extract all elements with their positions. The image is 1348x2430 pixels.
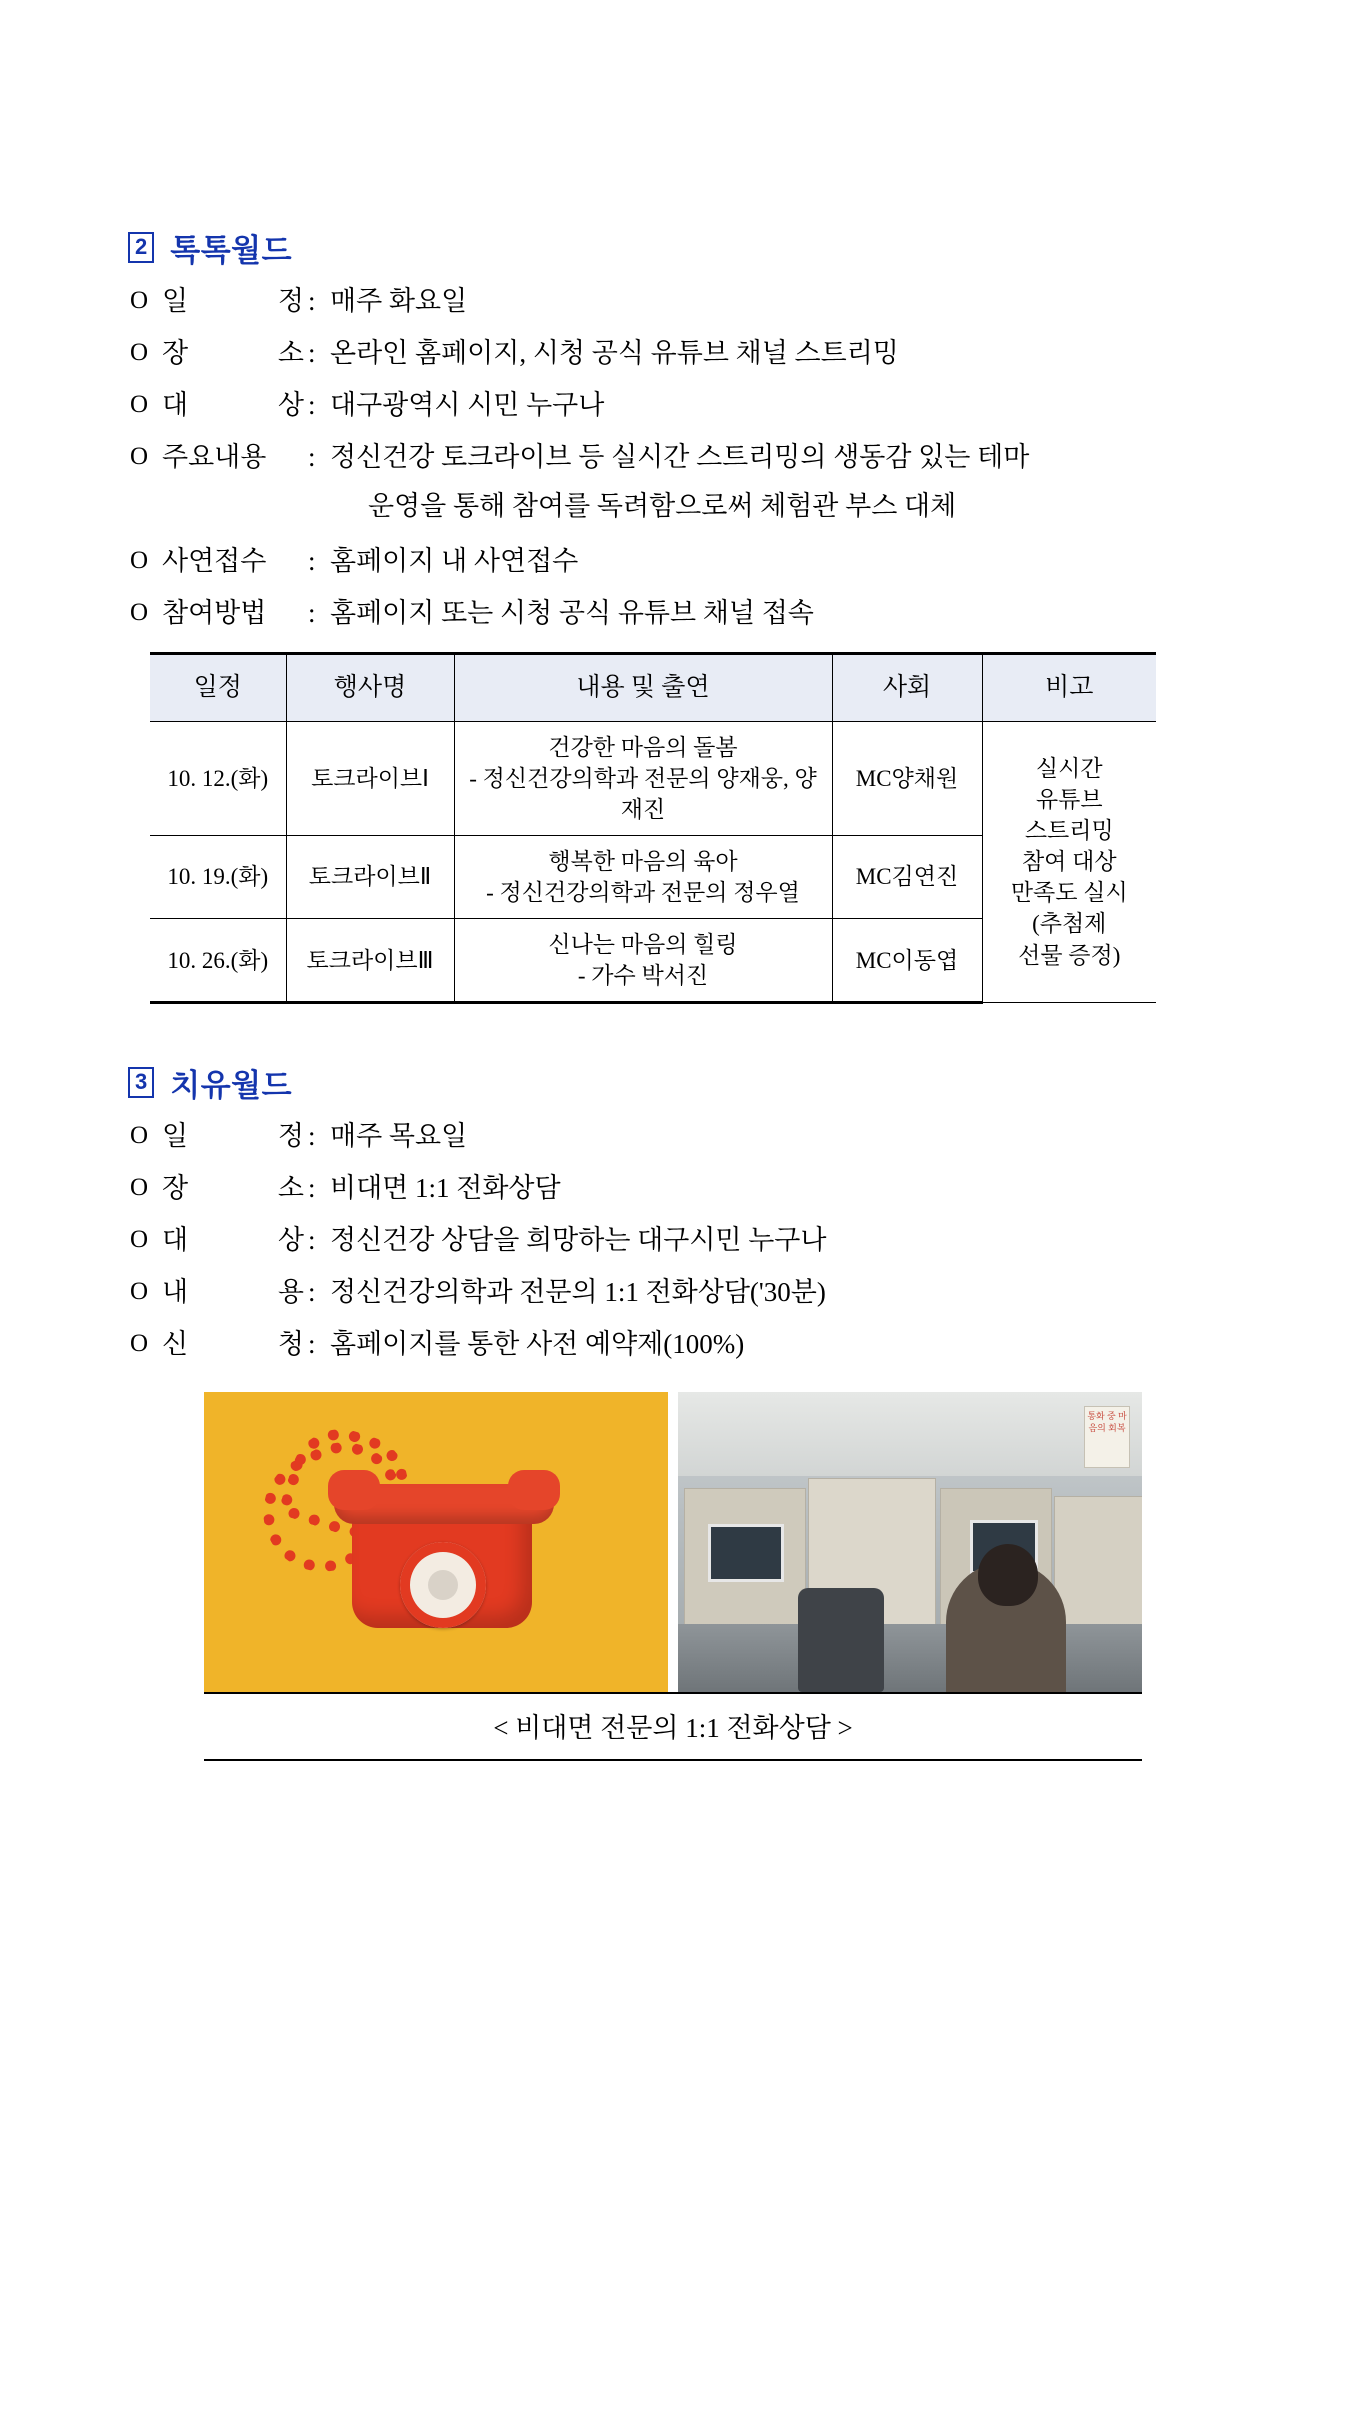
- bullet-marker: O: [130, 287, 149, 314]
- bullet-marker: O: [130, 339, 149, 366]
- cell-note: [982, 721, 1156, 1002]
- bullet-item: [128, 1227, 1218, 1254]
- section-title-3: 치유월드: [170, 1068, 293, 1104]
- bullet-item: [128, 600, 1218, 627]
- bullet-label-part: 일: [162, 1121, 189, 1152]
- cubicle-partition: [1054, 1496, 1142, 1638]
- bullet-text: 정신건강 상담을 희망하는 대구시민 누구나: [330, 1225, 827, 1256]
- bullet-colon: :: [308, 1329, 316, 1360]
- table-header-row: [150, 654, 1156, 722]
- bullet-text: 정신건강 토크라이브 등 실시간 스트리밍의 생동감 있는 테마: [330, 442, 1030, 472]
- office-chair: [798, 1588, 884, 1692]
- figure-caption: < 비대면 전문의 1:1 전화상담 >: [204, 1694, 1142, 1761]
- bullet-label: 참여방법: [162, 598, 267, 628]
- bullet-label: [162, 340, 308, 367]
- bullet-colon: :: [308, 286, 316, 316]
- bullet-marker: O: [130, 1278, 149, 1306]
- note-line: (추첨제: [1032, 911, 1107, 937]
- bullet-text: 매주 화요일: [330, 286, 468, 316]
- bullet-marker: O: [130, 599, 149, 626]
- detail-lines: [459, 846, 828, 908]
- cell-event-name: 토크라이브Ⅲ: [286, 918, 454, 1002]
- bullet-label-part: 정: [277, 286, 304, 316]
- cell-mc: MC양채원: [832, 721, 982, 835]
- bullet-text: 비대면 1:1 전화상담: [330, 1173, 561, 1204]
- counselor-head: [978, 1544, 1038, 1606]
- bullet-text: 홈페이지 또는 시청 공식 유튜브 채널 접속: [330, 598, 814, 628]
- bullet-colon: :: [308, 1225, 316, 1256]
- bullet-label-part: 신: [162, 1329, 189, 1360]
- section-number-2: 2: [128, 232, 154, 263]
- note-line: 실시간: [1035, 756, 1103, 782]
- bullet-label: [162, 1227, 308, 1254]
- detail-line: - 정신건강의학과 전문의 정우열: [486, 879, 800, 905]
- bullet-text: 홈페이지 내 사연접수: [330, 546, 579, 576]
- cell-event-name: 토크라이브Ⅰ: [286, 721, 454, 835]
- bullet-label-part: 장: [162, 1173, 189, 1204]
- office-cubicle-counseling-photo: [678, 1392, 1142, 1692]
- bullet-marker: O: [130, 1330, 149, 1358]
- bullet-colon: :: [308, 1173, 316, 1204]
- bullet-list-2: [128, 288, 1218, 627]
- bullet-label: [162, 1175, 308, 1202]
- office-ceiling: [678, 1392, 1142, 1476]
- note-line: 스트리밍: [1024, 818, 1114, 844]
- telephone-dial: [400, 1542, 486, 1628]
- bullet-marker: O: [130, 1122, 149, 1150]
- bullet-colon: :: [308, 1121, 316, 1152]
- bullet-label: [162, 1123, 308, 1150]
- figure-images: [204, 1392, 1142, 1692]
- bullet-label: 주요내용: [162, 442, 267, 472]
- detail-line: 건강한 마음의 돌봄: [548, 734, 738, 760]
- detail-lines: [459, 732, 828, 825]
- section-heading-2: [128, 225, 1218, 270]
- bullet-label-part: 상: [277, 1225, 304, 1256]
- bullet-marker: O: [130, 1174, 149, 1202]
- table-header-cell: 비고: [982, 654, 1156, 722]
- bullet-label-part: 용: [277, 1277, 304, 1308]
- document-content: [128, 225, 1218, 1761]
- note-line: 선물 증정): [1018, 942, 1121, 968]
- cell-date: 10. 26.(화): [150, 918, 286, 1002]
- telephone-handset: [334, 1484, 554, 1524]
- bullet-item: [128, 1175, 1218, 1202]
- detail-line: - 정신건강의학과 전문의 양재웅, 양재진: [469, 765, 817, 822]
- bullet-text: 홈페이지를 통한 사전 예약제(100%): [330, 1329, 745, 1360]
- bullet-marker: O: [130, 391, 149, 418]
- cell-detail: [454, 918, 832, 1002]
- detail-line: 신나는 마음의 힐링: [548, 931, 738, 957]
- note-line: 만족도 실시: [1010, 880, 1128, 906]
- bullet-marker: O: [130, 547, 149, 574]
- bullet-label-part: 내: [162, 1277, 189, 1308]
- bullet-text: 매주 목요일: [330, 1121, 468, 1152]
- note-lines: [987, 753, 1153, 970]
- schedule-table: [150, 652, 1156, 1004]
- cell-mc: MC김연진: [832, 835, 982, 918]
- bullet-colon: :: [308, 1277, 316, 1308]
- bullet-text: 정신건강의학과 전문의 1:1 전화상담('30분): [330, 1277, 826, 1308]
- bullet-colon: :: [308, 546, 316, 576]
- bullet-label-part: 장: [162, 338, 189, 368]
- bullet-label: 사연접수: [162, 546, 267, 576]
- bullet-item: [128, 548, 1218, 575]
- section-number-3: 3: [128, 1067, 154, 1098]
- table-header-cell: 내용 및 출연: [454, 654, 832, 722]
- bullet-label-part: 소: [277, 338, 304, 368]
- section-title-2: 톡톡월드: [170, 233, 293, 268]
- figure-block: [128, 1392, 1218, 1692]
- detail-line: 행복한 마음의 육아: [548, 848, 738, 874]
- bullet-label-part: 정: [277, 1121, 304, 1152]
- cell-detail: [454, 721, 832, 835]
- note-line: 유튜브: [1035, 787, 1103, 813]
- bullet-text: 대구광역시 시민 누구나: [330, 390, 605, 420]
- bullet-list-3: [128, 1123, 1218, 1358]
- cell-date: 10. 19.(화): [150, 835, 286, 918]
- bullet-colon: :: [308, 598, 316, 628]
- table-header-cell: 사회: [832, 654, 982, 722]
- bullet-label-part: 소: [277, 1173, 304, 1204]
- cell-event-name: 토크라이브Ⅱ: [286, 835, 454, 918]
- computer-monitor: [708, 1524, 784, 1582]
- bullet-label: [162, 1279, 308, 1306]
- bullet-item: [128, 340, 1218, 367]
- bullet-continuation: 운영을 통해 참여를 독려함으로써 체험관 부스 대체: [368, 491, 957, 521]
- bullet-label: [162, 392, 308, 419]
- office-desk: [678, 1624, 1142, 1692]
- bullet-colon: :: [308, 338, 316, 368]
- table-row: [150, 721, 1156, 835]
- table-header-cell: 일정: [150, 654, 286, 722]
- bullet-label-part: 대: [162, 390, 189, 420]
- bullet-item: [128, 1279, 1218, 1306]
- bullet-item: [128, 1123, 1218, 1150]
- bullet-label-part: 대: [162, 1225, 189, 1256]
- bullet-marker: O: [130, 1226, 149, 1254]
- bullet-item: [128, 1331, 1218, 1358]
- bullet-item: [128, 444, 1218, 471]
- bullet-marker: O: [130, 443, 149, 470]
- bullet-label: [162, 1331, 308, 1358]
- bullet-label-part: 청: [277, 1329, 304, 1360]
- bullet-label-part: 일: [162, 286, 189, 316]
- bullet-colon: :: [308, 390, 316, 420]
- note-line: 참여 대상: [1021, 849, 1117, 875]
- cell-mc: MC이동엽: [832, 918, 982, 1002]
- cell-date: 10. 12.(화): [150, 721, 286, 835]
- bullet-colon: :: [308, 442, 316, 472]
- section-heading-3: [128, 1060, 1218, 1105]
- detail-line: - 가수 박서진: [577, 963, 709, 989]
- cell-detail: [454, 835, 832, 918]
- bullet-label: [162, 288, 308, 315]
- bullet-text: 온라인 홈페이지, 시청 공식 유튜브 채널 스트리밍: [330, 338, 899, 368]
- bullet-label-part: 상: [277, 390, 304, 420]
- bullet-item: [128, 288, 1218, 315]
- detail-lines: [459, 929, 828, 991]
- red-rotary-telephone-photo: [204, 1392, 668, 1692]
- table-header-cell: 행사명: [286, 654, 454, 722]
- bullet-item: [128, 392, 1218, 419]
- wall-poster: 통화 중 마음의 회복: [1084, 1406, 1130, 1468]
